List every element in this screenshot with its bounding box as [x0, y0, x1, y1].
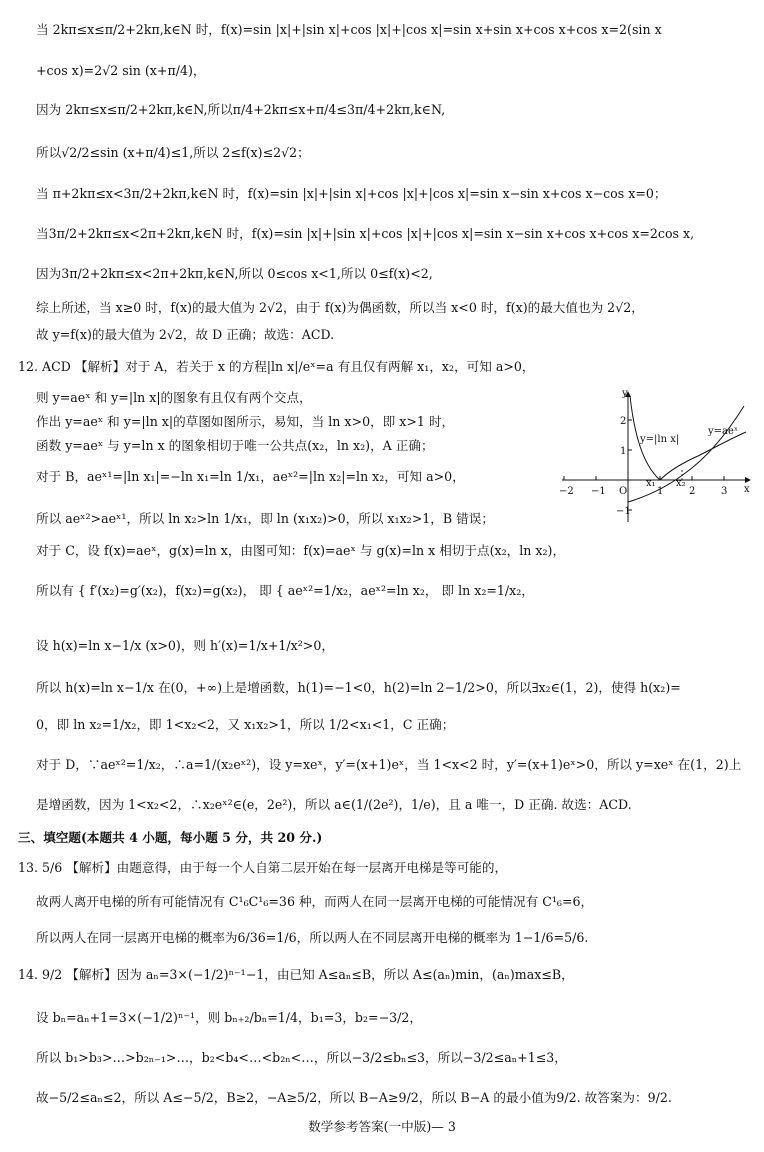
- exp-curve-label: y=aeˣ: [708, 426, 739, 437]
- text-line: 对于 B，aeˣ¹=|ln x₁|=−ln x₁=ln 1/x₁，aeˣ²=|ln x₂|=ln x₂，可知 a>0，: [36, 469, 465, 484]
- text-line: 所以 aeˣ²>aeˣ¹，所以 ln x₂>ln 1/x₁，即 ln (x₁x₂)>0，所以 x₁x₂>1，B 错误；: [36, 511, 494, 526]
- text-line: 对于 C，设 f(x)=aeˣ，g(x)=ln x，由图可知：f(x)=aeˣ 与 g(x)=ln x 相切于点(x₂，ln x₂)，: [36, 543, 566, 558]
- text-line: 所以有 { f′(x₂)=g′(x₂)，f(x₂)=g(x₂)， 即 { aeˣ²=1/x₂，aeˣ²=ln x₂， 即 ln x₂=1/x₂，: [36, 583, 534, 598]
- text-line: 故 y=f(x)的最大值为 2√2，故 D 正确；故选：ACD.: [36, 327, 335, 342]
- question-14-heading: 14. 9/2 【解析】因为 aₙ=3×(−1/2)ⁿ⁻¹−1，由已知 A≤aₙ≤B，所以 A≤(aₙ)min，(aₙ)max≤B，: [18, 967, 574, 982]
- question-12-heading: 12. ACD 【解析】对于 A，若关于 x 的方程|ln x|/eˣ=a 有且仅有两解 x₁，x₂，可知 a>0，: [18, 359, 535, 374]
- text-line: +cos x)=2√2 sin (x+π/4)，: [36, 63, 206, 78]
- section-heading: 三、填空题(本题共 4 小题，每小题 5 分，共 20 分.): [18, 830, 323, 845]
- text-line: 故−5/2≤aₙ≤2，所以 A≤−5/2，B≥2，−A≥5/2，所以 B−A≥9/2，所以 B−A 的最小值为9/2. 故答案为：9/2.: [36, 1090, 672, 1105]
- text-line: 所以 b₁>b₃>…>b₂ₙ₋₁>…，b₂<b₄<…<b₂ₙ<…，所以−3/2≤bₙ≤3，所以−3/2≤aₙ+1≤3，: [36, 1050, 567, 1065]
- tick-y-neg1: −1: [616, 506, 631, 517]
- tick-x-1: 1: [657, 486, 664, 497]
- y-axis-label: y: [622, 388, 628, 399]
- text-line: 所以√2/2≤sin (x+π/4)≤1,所以 2≤f(x)≤2√2；: [36, 145, 310, 160]
- tick-x-neg2: −2: [559, 486, 574, 497]
- text-line: 函数 y=aeˣ 与 y=ln x 的图象相切于唯一公共点(x₂，ln x₂)，A 正确；: [36, 438, 434, 453]
- text-line: 综上所述，当 x≥0 时，f(x)的最大值为 2√2，由于 f(x)为偶函数，所以当 x<0 时，f(x)的最大值也为 2√2，: [36, 300, 644, 315]
- text-line: 对于 D，∵aeˣ²=1/x₂，∴a=1/(x₂eˣ²)，设 y=xeˣ，y′=(x+1)eˣ，当 1<x<2 时，y′=(x+1)eˣ>0，所以 y=xeˣ 在(1，2)上: [36, 757, 742, 772]
- origin-label: O: [619, 486, 628, 497]
- x2-mark-label: x₂: [676, 478, 686, 489]
- text-line: 0，即 ln x₂=1/x₂，即 1<x₂<2，又 x₁x₂>1，所以 1/2<x₁<1，C 正确；: [36, 717, 455, 732]
- text-line: 当 π+2kπ≤x<3π/2+2kπ,k∈N 时，f(x)=sin |x|+|sin x|+cos |x|+|cos x|=sin x−sin x+cos x−cos x=0；: [36, 186, 667, 201]
- text-line: 是增函数，因为 1<x₂<2，∴x₂eˣ²∈(e，2e²)，所以 a∈(1/(2e²)，1/e)，且 a 唯一，D 正确. 故选：ACD.: [36, 797, 632, 812]
- text-line: 所以 h(x)=ln x−1/x 在(0，+∞)上是增函数，h(1)=−1<0，h(2)=ln 2−1/2>0，所以∃x₂∈(1，2)，使得 h(x₂)=: [36, 680, 681, 695]
- tick-x-3: 3: [721, 486, 728, 497]
- text-line: 则 y=aeˣ 和 y=|ln x|的图象有且仅有两个交点，: [36, 390, 312, 405]
- x-axis-label: x: [744, 484, 750, 495]
- function-sketch-graph: [558, 386, 756, 526]
- text-line: 作出 y=aeˣ 和 y=|ln x|的草图如图所示，易知，当 ln x>0，即 x>1 时，: [36, 414, 455, 429]
- x1-mark-label: x₁: [646, 478, 656, 489]
- text-line: 因为 2kπ≤x≤π/2+2kπ,k∈N,所以π/4+2kπ≤x+π/4≤3π/4+2kπ,k∈N,: [36, 102, 446, 117]
- text-line: 当 2kπ≤x≤π/2+2kπ,k∈N 时，f(x)=sin |x|+|sin x|+cos |x|+|cos x|=sin x+sin x+cos x+cos x=2(sin x: [36, 22, 662, 37]
- ln-curve-label: y=|ln x|: [640, 434, 680, 445]
- page-footer: 数学参考答案(一中版)— 3: [308, 1119, 456, 1134]
- tick-y-1: 1: [620, 446, 627, 457]
- text-line: 所以两人在同一层离开电梯的概率为6/36=1/6，所以两人在不同层离开电梯的概率为 1−1/6=5/6.: [36, 930, 589, 945]
- tick-x-neg1: −1: [591, 486, 606, 497]
- tick-x-2: 2: [689, 486, 696, 497]
- text-line: 当3π/2+2kπ≤x<2π+2kπ,k∈N 时，f(x)=sin |x|+|sin x|+cos |x|+|cos x|=sin x−sin x+cos x+cos x=2cos x,: [36, 226, 695, 241]
- text-line: 故两人离开电梯的所有可能情况有 C¹₆C¹₆=36 种，而两人在同一层离开电梯的可能情况有 C¹₆=6，: [36, 894, 594, 909]
- text-line: 设 bₙ=aₙ+1=3×(−1/2)ⁿ⁻¹，则 bₙ₊₂/bₙ=1/4，b₁=3，b₂=−3/2，: [36, 1010, 422, 1025]
- question-13-heading: 13. 5/6 【解析】由题意得，由于每一个人自第二层开始在每一层离开电梯是等可能的，: [18, 860, 508, 875]
- text-line: 因为3π/2+2kπ≤x<2π+2kπ,k∈N,所以 0≤cos x<1,所以 0≤f(x)<2,: [36, 266, 433, 281]
- text-line: 设 h(x)=ln x−1/x (x>0)，则 h′(x)=1/x+1/x²>0，: [36, 638, 334, 653]
- tick-y-2: 2: [620, 416, 627, 427]
